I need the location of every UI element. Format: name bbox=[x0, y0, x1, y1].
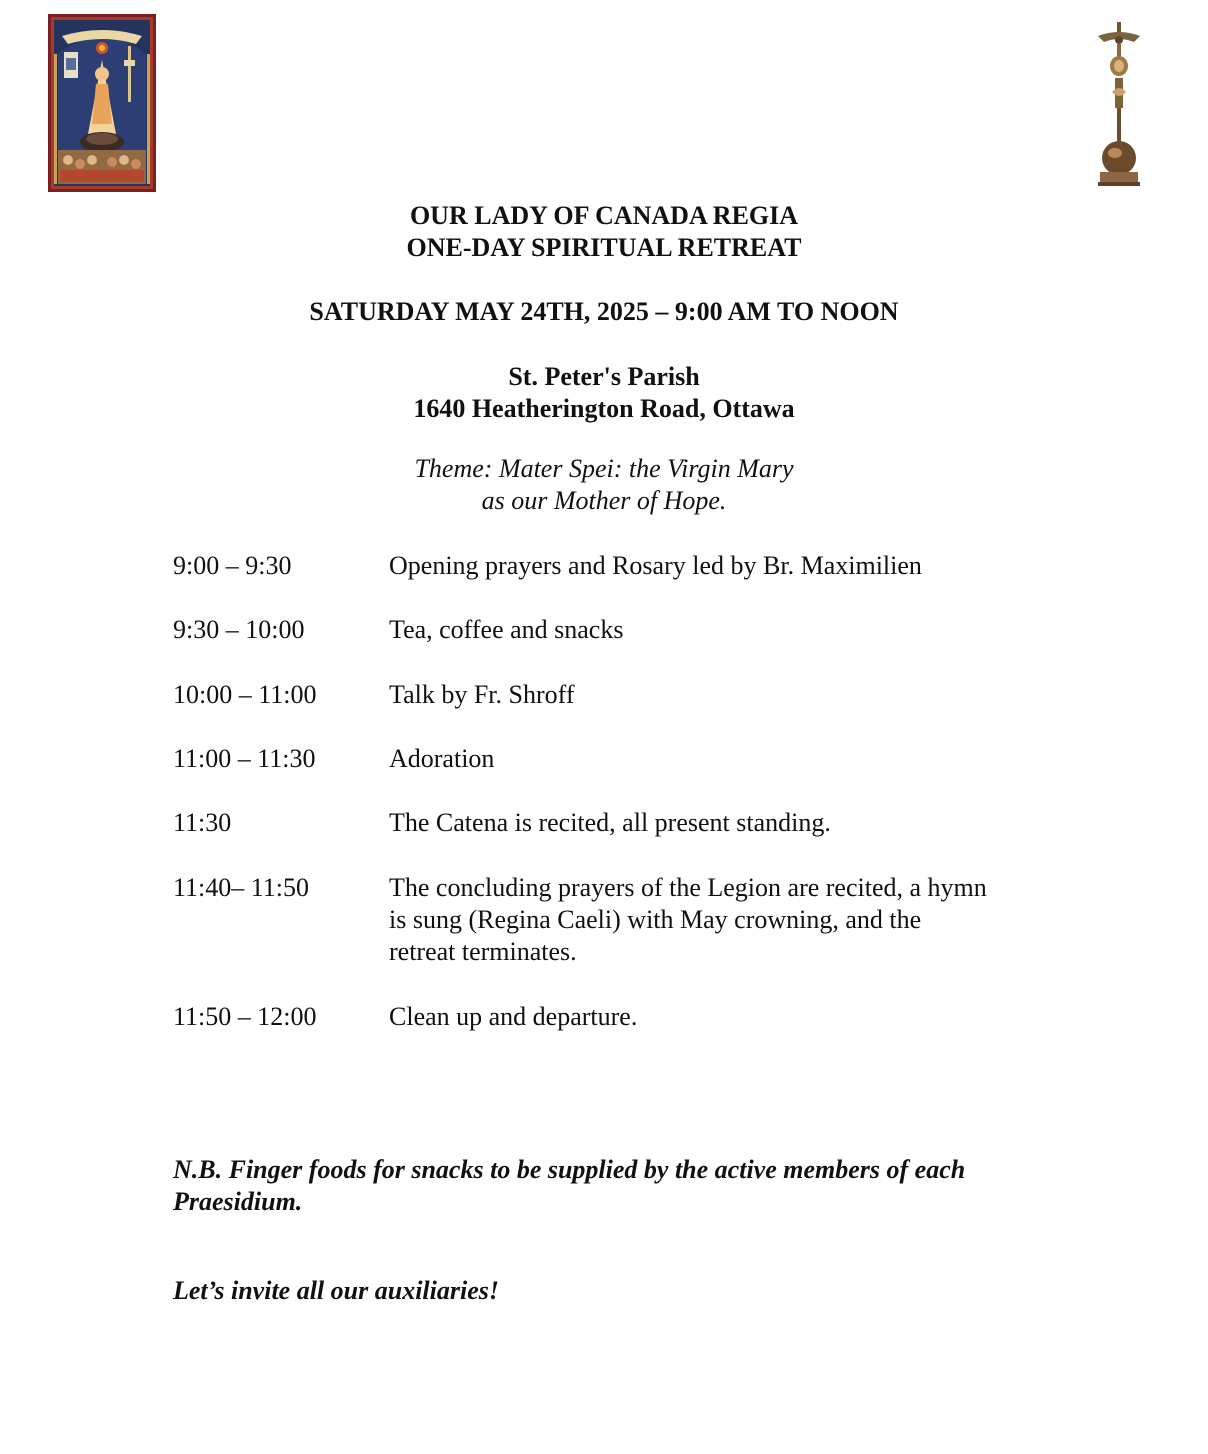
activity-line: Talk by Fr. Shroff bbox=[389, 680, 575, 709]
title-line-2: ONE-DAY SPIRITUAL RETREAT bbox=[406, 233, 802, 262]
legion-vexillum-image bbox=[1094, 22, 1144, 186]
activity-line: Tea, coffee and snacks bbox=[389, 615, 624, 644]
schedule-time: 11:30 bbox=[173, 808, 232, 837]
schedule-activity bbox=[389, 1001, 1049, 1033]
schedule-time: 11:50 – 12:00 bbox=[173, 1002, 317, 1031]
retreat-venue bbox=[0, 361, 1208, 425]
schedule-time: 10:00 – 11:00 bbox=[173, 680, 317, 709]
venue-name: St. Peter's Parish bbox=[508, 362, 700, 391]
title-line-1: OUR LADY OF CANADA REGIA bbox=[409, 201, 799, 230]
venue-address: 1640 Heatherington Road, Ottawa bbox=[413, 394, 795, 423]
retreat-theme bbox=[0, 453, 1208, 517]
schedule-time: 9:30 – 10:00 bbox=[173, 615, 305, 644]
nb-line-2: Praesidium. bbox=[173, 1187, 303, 1216]
schedule-time: 11:00 – 11:30 bbox=[173, 744, 316, 773]
activity-line: retreat terminates. bbox=[389, 937, 577, 966]
activity-line: is sung (Regina Caeli) with May crowning, and the bbox=[389, 905, 922, 934]
schedule-activity bbox=[389, 743, 1049, 775]
activity-line: Adoration bbox=[389, 744, 495, 773]
invite-note: Let’s invite all our auxiliaries! bbox=[173, 1276, 499, 1305]
schedule-activity bbox=[389, 679, 1049, 711]
activity-line: Clean up and departure. bbox=[389, 1002, 638, 1031]
theme-line-1: Theme: Mater Spei: the Virgin Mary bbox=[414, 454, 794, 483]
activity-line: The concluding prayers of the Legion are recited, a hymn bbox=[389, 873, 987, 902]
schedule-time: 9:00 – 9:30 bbox=[173, 551, 292, 580]
activity-line: The Catena is recited, all present standing. bbox=[389, 808, 831, 837]
schedule-activity bbox=[389, 614, 1049, 646]
theme-line-2: as our Mother of Hope. bbox=[481, 486, 727, 515]
schedule-time: 11:40– 11:50 bbox=[173, 873, 310, 902]
legion-tessera-painting-image bbox=[48, 14, 156, 192]
nb-note bbox=[173, 1154, 1053, 1218]
schedule-activity bbox=[389, 807, 1049, 839]
schedule-activity bbox=[389, 550, 1049, 582]
retreat-title bbox=[0, 200, 1208, 264]
retreat-date: SATURDAY MAY 24TH, 2025 – 9:00 AM TO NOON bbox=[309, 297, 899, 326]
schedule-activity bbox=[389, 872, 1049, 968]
nb-line-1: N.B. Finger foods for snacks to be supplied by the active members of each bbox=[173, 1155, 966, 1184]
activity-line: Opening prayers and Rosary led by Br. Maximilien bbox=[389, 551, 922, 580]
